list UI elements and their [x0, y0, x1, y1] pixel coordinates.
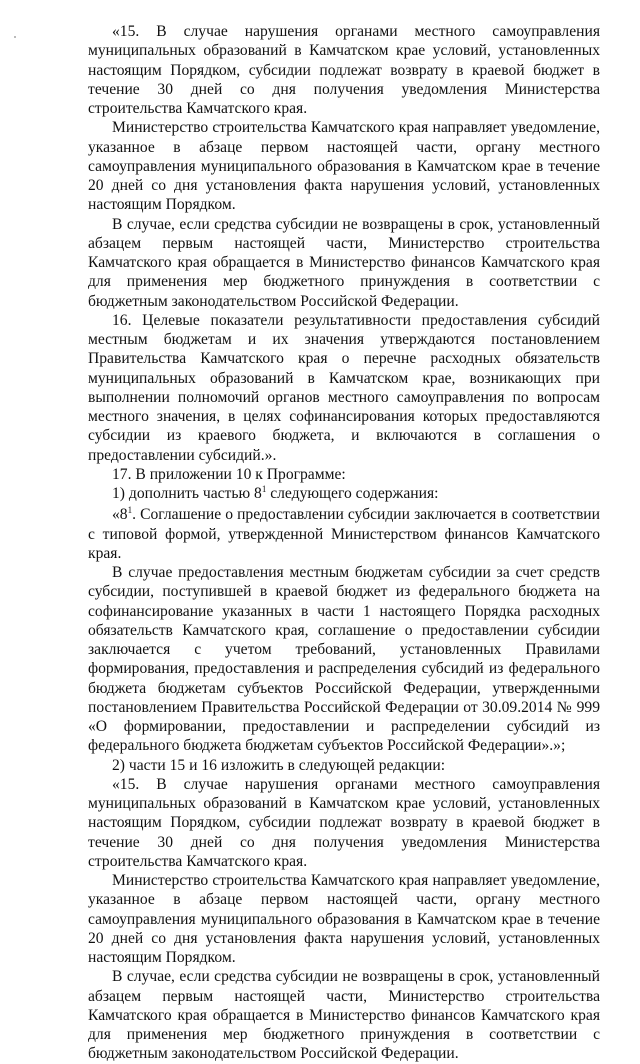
paragraph-not-returned-first: В случае, если средства субсидии не возвращены в срок, установленный абзацем первым настоящей части, Министерство строительства Камчатского края обращается в Министерство финансов Камчатского края для применения мер бюджетного принуждения в соответствии с бюджетным законодательством Российской Федерации. — [88, 215, 600, 310]
paragraph-notification-second: Министерство строительства Камчатского края направляет уведомление, указанное в абзаце первом настоящей части, органу местного самоуправления муниципального образования в Камчатском крае в течение 20 дней со дня установления факта нарушения условий, установленных настоящим Порядком. — [88, 872, 600, 966]
paragraph-notification-first: Министерство строительства Камчатского края направляет уведомление, указанное в абзаце первом настоящей части, органу местного самоуправления муниципального образования в Камчатском крае в течение 20 дней со дня установления факта нарушения условий, установленных настоящим Порядком. — [88, 119, 600, 214]
scan-speck — [14, 36, 16, 38]
paragraph-16-indicators: 16. Целевые показатели результативности предоставления субсидий местным бюджетам и их значения утверждаются постановлением Правительства Камчатского края о перечне расходных обязательств муниципальных образований в Камчатском крае, возникающих при выполнении полномочий органов местного самоуправления по вопросам местного значения, в целях софинансирования которых предоставляются субсидии из краевого бюджета, и включаются в соглашения о предоставлении субсидий.». — [88, 311, 600, 464]
paragraph-15-first: «15. В случае нарушения органами местного самоуправления муниципальных образований в Камчатском крае условий, установленных настоящим Порядком, субсидии подлежат возврату в краевой бюджет в течение 30 дней со дня получения уведомления Министерства строительства Камчатского края. — [88, 23, 600, 117]
paragraph-not-returned-second: В случае, если средства субсидии не возвращены в срок, установленный абзацем первым настоящей части, Министерство строительства Камчатского края обращается в Министерство финансов Камчатского края для применения мер бюджетного принуждения в соответствии с бюджетным законодательством Российской Федерации. — [88, 968, 600, 1063]
part-8-1-text-after: . Соглашение о предоставлении субсидии заключается в соответствии с типовой формой, утвержденной Министерством финансов Камчатского края. — [88, 506, 600, 562]
item-1-add-part — [88, 484, 600, 503]
part-8-1-superscript: 1 — [127, 505, 133, 516]
paragraph-15-second: «15. В случае нарушения органами местного самоуправления муниципальных образований в Камчатском крае условий, установленных настоящим Порядком, субсидии подлежат возврату в краевой бюджет в течение 30 дней со дня получения уведомления Министерства строительства Камчатского края. — [88, 775, 600, 870]
part-8-1-text-before: «8 — [112, 506, 128, 524]
item-2-new-edition: 2) части 15 и 16 изложить в следующей редакции: — [112, 756, 446, 774]
document-page — [88, 22, 600, 1064]
paragraph-federal-subsidy: В случае предоставления местным бюджетам субсидии за счет средств субсидии, поступившей в краевой бюджет из федерального бюджета на софинансирование указанных в части 1 настоящего Порядка расходных обязательств Камчатского края, соглашение о предоставлении субсидии заключается с учетом требований, установленных Правилами формирования, предоставления и распределения субсидий из федерального бюджета бюджетам субъектов Российской Федерации, утвержденными постановлением Правительства Российской Федерации от 30.09.2014 № 999 «О формировании, предоставлении и распределении субсидий из федерального бюджета бюджетам субъектов Российской Федерации».»; — [88, 564, 600, 755]
item-1-text-before: 1) дополнить частью 8 — [112, 485, 262, 502]
item-1-text-after: следующего содержания: — [266, 485, 439, 502]
paragraph-17-appendix: 17. В приложении 10 к Программе: — [112, 465, 346, 483]
part-8-1-agreement — [88, 505, 600, 563]
item-1-superscript: 1 — [261, 484, 267, 494]
